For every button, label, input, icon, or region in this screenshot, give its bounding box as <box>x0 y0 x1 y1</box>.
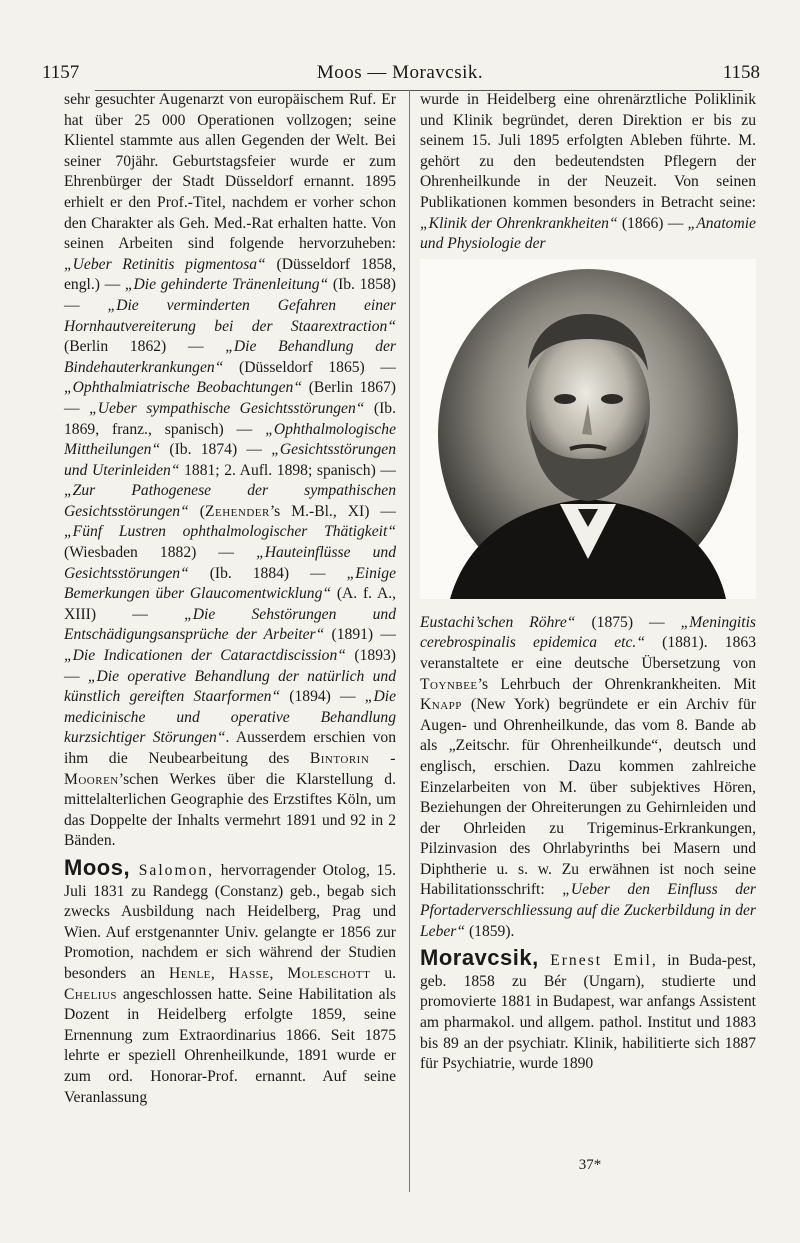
left-column <box>64 90 396 1108</box>
entry-moos: Moos, Salomon, hervorragender Otolog, 15. Juli 1831 zu Randegg (Constanz) geb., begab sich zwecks Ausbildung nach Heidelberg, Prag und Wien. Auf erstgenannter Univ. gelangte er 1856 zur Promotion, nachdem er sich während der Studien besonders an Henle, Hasse, Moleschott u. Chelius angeschlossen hatte. Seine Habilitation als Dozent in Heidelberg erfolgte 1859, seine Ernennung zum Extraordinarius 1866. Seit 1875 lehrte er speziell Ohrenheilkunde, 1891 wurde er zum ord. Honorar-Prof. ernannt. Auf seine Veranlassung <box>64 854 397 1106</box>
entry-continuation-paragraph: sehr gesuchter Augenarzt von europäischem Ruf. Er hat über 25 000 Operationen vollzogen; seine Klientel stammte aus allen Gegenden der Welt. Bei seiner 70jähr. Geburtstagsfeier wurde er zum Ehrenbürger der Stadt Düsseldorf ernannt. 1895 erhielt er den Prof.-Titel, nachdem er vorher schon den Charakter als Geh. Med.-Rat erhalten hatte. Von seinen Arbeiten sind folgende hervorzuheben: „Ueber Retinitis pigmentosa“ (Düsseldorf 1858, engl.) — „Die gehinderte Tränenleitung“ (Ib. 1858) — „Die verminderten Gefahren einer Hornhautvereiterung bei der Staarextraction“ (Berlin 1862) — „Die Behandlung der Bindehauterkrankungen“ (Düsseldorf 1865) — „Ophthalmiatrische Beobachtungen“ (Berlin 1867) — „Ueber sympathische Gesichtsstörungen“ (Ib. 1869, franz., spanisch) — „Ophthalmologische Mittheilungen“ (Ib. 1874) — „Gesichtsstörungen und Uterinleiden“ 1881; 2. Aufl. 1898; spanisch) — „Zur Pathogenese der sympathischen Gesichtsstörungen“ (Zehender’s M.-Bl., XI) — „Fünf Lustren ophthalmologischer Thätigkeit“ (Wiesbaden 1882) — „Hauteinflüsse und Gesichtsstörungen“ (Ib. 1884) — „Einige Bemerkungen über Glaucomentwicklung“ (A. f. A., XIII) — „Die Sehstörungen und Entschädigungsansprüche der Arbeiter“ (1891) — „Die Indicationen der Cataractdiscission“ (1893) — „Die operative Behandlung der natürlich und künstlich gereiften Staarformen“ (1894) — „Die medicinische und operative Behandlung kurzsichtiger Störungen“. Ausserdem erschien von ihm die Neubearbeitung des Bintorin - Mooren’schen Werkes über die Klarstellung d. mittelalterlichen Geographie des Erzstiftes Köln, um das Doppelte der Inhalts vermehrt 1891 und 92 in 2 Bänden. <box>64 91 397 850</box>
column-divider <box>409 90 410 1192</box>
entry-moos-continuation: wurde in Heidelberg eine ohrenärztliche Poliklinik und Klinik begründet, deren Direktion er bis zu seinem 15. Juli 1895 erfolgten Ableben führte. M. gehört zu den bedeutendsten Pflegern der Ohrenheilkunde in der Neuzeit. Von seinen Publikationen kommen besonders in Betracht seine: „Klinik der Ohrenkrankheiten“ (1866) — „Anatomie und Physiologie der <box>420 91 756 253</box>
signature-mark: 37* <box>578 1157 602 1173</box>
entry-headword: Moos, <box>64 854 131 880</box>
entry-headword: Moravcsik, <box>420 945 539 971</box>
page-number-right: 1158 <box>722 62 760 83</box>
portrait-image <box>420 259 756 599</box>
portrait-engraving-icon <box>420 259 756 599</box>
entry-moravcsik: Moravcsik, Ernest Emil, in Buda-pest, geb. 1858 zu Bér (Ungarn), studierte und promovierte 1881 in Budapest, war anfangs Assistent am pharmakol. und allgem. pathol. Institut und 1883 bis 89 an der psychiatr. Klinik, habilitierte sich 1887 für Psychiatrie, wurde 1890 <box>420 945 756 1073</box>
page-header <box>40 62 760 86</box>
running-title: Moos — Moravcsik. <box>316 62 484 83</box>
right-column <box>420 90 756 1075</box>
entry-moos-continuation-2: Eustachi’schen Röhre“ (1875) — „Meningitis cerebrospinalis epidemica etc.“ (1881). 1863 veranstaltete er eine deutsche Übersetzung von Toynbee’s Lehrbuch der Ohrenkrankheiten. Mit Knapp (New York) begründete er ein Archiv für Augen- und Ohrenheilkunde, das vom 8. Bande ab als „Zeitschr. für Ohrenheilkunde“, deutsch und englisch, erschien. Dazu kommen zahlreiche Einzelarbeiten von M. über subjektives Hören, Beziehungen der Ohreiterungen zu Gehirnleiden und der Ohrleiden zu Trigeminus-Erkrankungen, Pilzinvasion des Ohrlabyrinths bei Masern und Diphtherie u. s. w. Zu erwähnen ist noch seine Habilitationsschrift: „Ueber den Einfluss der Pfortaderverschliessung auf die Zuckerbildung in der Leber“ (1859). <box>420 613 756 940</box>
page-number-left: 1157 <box>42 62 80 83</box>
